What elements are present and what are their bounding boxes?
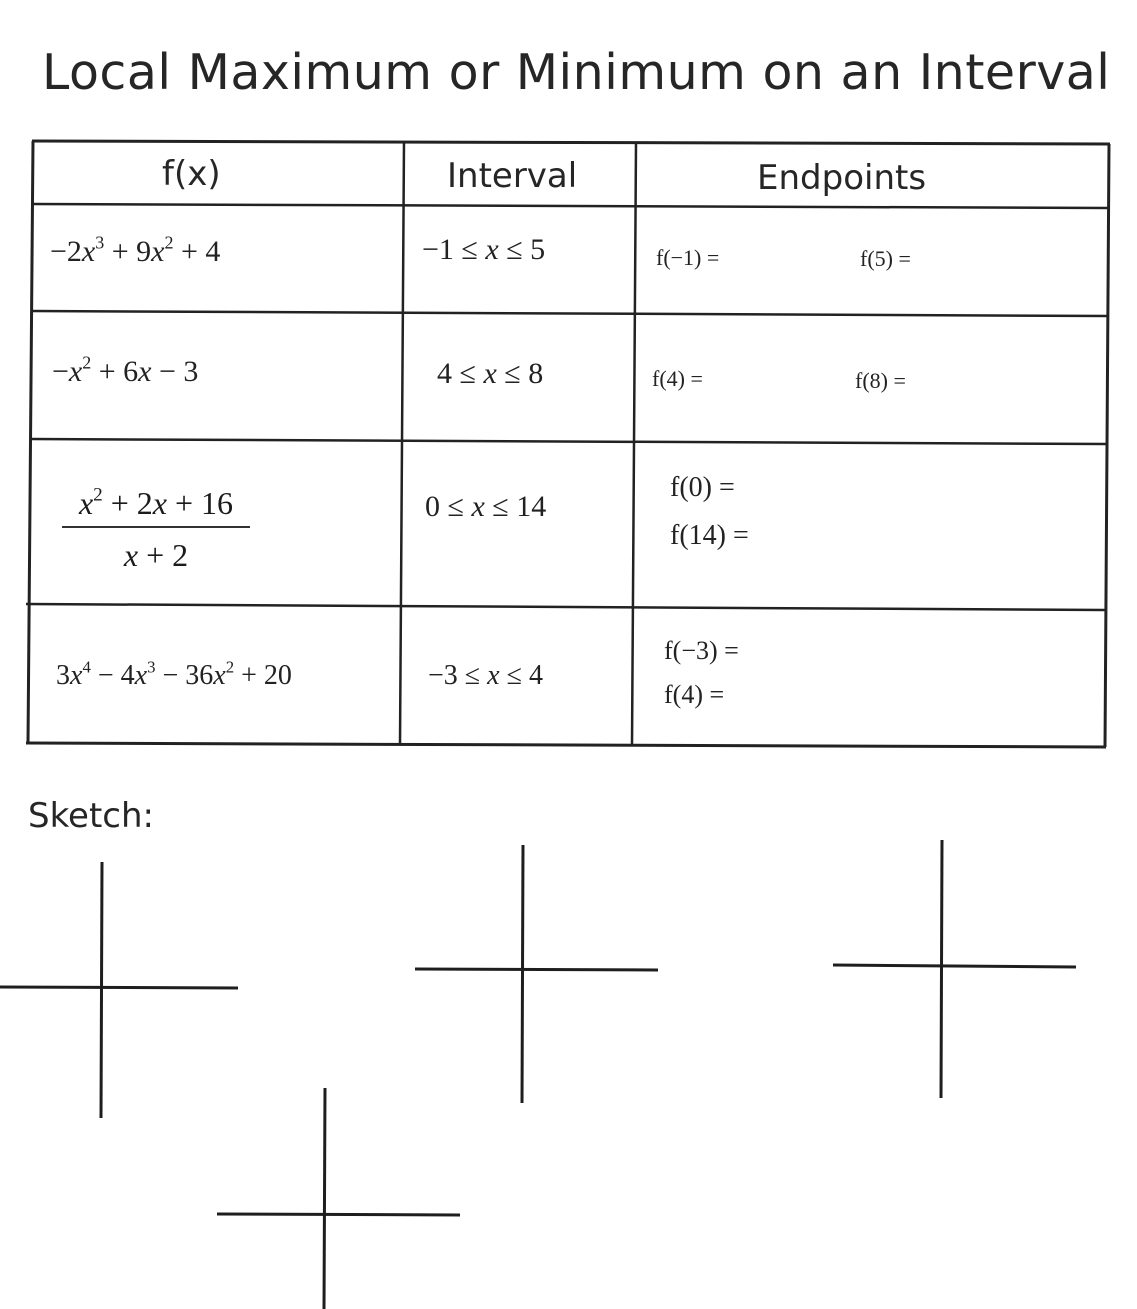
- sketch-axes-3-vertical: [941, 840, 942, 1098]
- sketch-axes-4-vertical: [324, 1088, 325, 1309]
- row1-interval: −1 ≤ x ≤ 5: [422, 233, 546, 266]
- sketch-axes-1-vertical: [101, 862, 102, 1118]
- sketch-axes-3: [833, 840, 1076, 1098]
- sketch-axes-1-horizontal: [0, 987, 238, 988]
- sketch-axes-4-horizontal: [217, 1214, 460, 1215]
- row3-endpoint-a: f(0) =: [670, 472, 735, 503]
- sketch-label: Sketch:: [28, 796, 155, 836]
- sketch-axes-1: [0, 862, 238, 1118]
- row2-fx: $-x^2 + 6x - 3$: [52, 352, 199, 388]
- sketch-axes-3-horizontal: [833, 965, 1076, 967]
- row1-endpoint-a: f(−1) =: [656, 245, 720, 270]
- sketch-axes-2-horizontal: [415, 969, 658, 970]
- row4-fx: $3x^4 - 4x^3 - 36x^2 + 20$: [56, 657, 292, 691]
- page-title: Local Maximum or Minimum on an Interval: [42, 44, 1111, 101]
- row4-interval: −3 ≤ x ≤ 4: [428, 660, 543, 691]
- row3-interval: 0 ≤ x ≤ 14: [425, 490, 547, 523]
- header-fx: f(x): [162, 154, 221, 194]
- row4-endpoint-a: f(−3) =: [664, 636, 739, 665]
- row4-endpoint-b: f(4) =: [664, 680, 725, 709]
- header-interval: Interval: [447, 156, 578, 196]
- row3-endpoint-b: f(14) =: [670, 520, 749, 551]
- row1-endpoint-b: f(5) =: [860, 246, 911, 271]
- sketch-axes-2: [415, 845, 658, 1103]
- row3-fx-numerator: $x^2 + 2x + 16$: [78, 484, 234, 521]
- row2-interval: 4 ≤ x ≤ 8: [437, 357, 544, 390]
- header-endpoints: Endpoints: [757, 158, 927, 198]
- sketch-axes-2-vertical: [522, 845, 523, 1103]
- row2-endpoint-b: f(8) =: [855, 368, 906, 393]
- sketch-axes-4: [217, 1088, 460, 1309]
- row3-fx-denominator: x + 2: [123, 537, 189, 573]
- row1-fx: $-2x^3 + 9x^2 + 4$: [50, 232, 221, 268]
- row2-endpoint-a: f(4) =: [652, 366, 703, 391]
